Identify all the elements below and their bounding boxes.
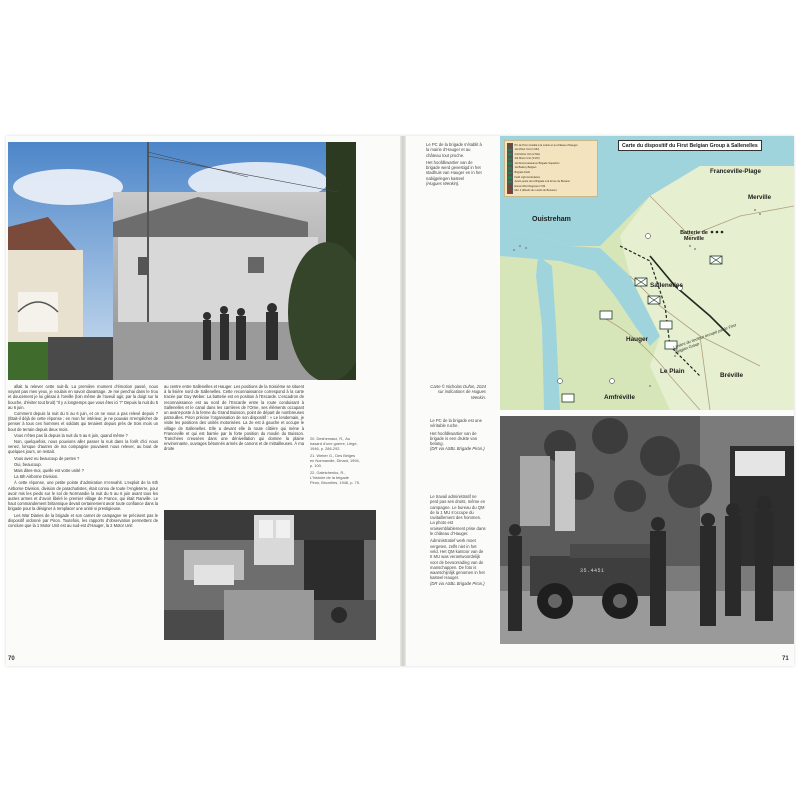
map-title: Carte du dispositif du First Belgian Group à Sallenelles [618, 140, 762, 151]
footnote: 22. Galetchenko, R., L’histoire de la brigade Piron, Bruxelles, 1946, p. 75. [310, 470, 360, 485]
label-batterie: Batterie de Merville [680, 230, 708, 243]
jeep-marking: 35.4451 [580, 568, 605, 574]
paragraph: allait la relever cette nuit-là. La première moment d’émotion passé, nous voyant pas mes yeux, je voulais en savoir davantage. Je me penchai dans le trou et doucement je lui glissai à l’oreille (loin même de l’aveuil agir, par la doigt sur la bouche, d’éviter tout bruit) “Il y a longtemps que vous êtes ici ?” Depuis la nuit du 5 au 6 juin. [8, 384, 158, 410]
caption-fr: Le PC de la brigade s’établit à la mairie d’Hauger et au château tout proche. [426, 142, 482, 158]
caption-map [430, 384, 486, 400]
page-number-right: 71 [782, 656, 789, 662]
legend-item [507, 189, 595, 194]
paragraph: La 6th Airborne Division. [14, 474, 59, 480]
legend-label: 1st Motor Unit (1 MU) [514, 148, 540, 152]
page-number-left: 70 [8, 656, 15, 662]
legend-label: Field Light Ambulance [514, 175, 541, 179]
caption-credit: (DR via ASBL Brigade Piron.) [430, 446, 485, 452]
label-ouistreham: Ouistreham [532, 216, 571, 223]
caption-hq [430, 418, 486, 452]
legend-label: Ennemi/fort Regiment 7/44 [514, 184, 546, 188]
footnotes [310, 436, 360, 485]
legend-label: 3rd Motor Unit (3 MU) [514, 157, 540, 161]
legend-label: 1st Reconnaissance Brigade Squadron [514, 161, 560, 165]
paragraph: au centre entre Sallenelles et Hauger. Les positions de la troisième se situent à la lisière nord de Sallenelles. Cette reconnaissance correspond à la carte tracée par Guy Weber. La batterie est en position à l’Escarde. L’escadron de reconnaissance est au nord de l’Escarde entre la route conduisant à Sallenelles et le canal dans les carrières de l’Orne, ses éléments occupant un avant-poste à la ferme du Grand Buisson, point de départ de nombreuses patrouilles. Piron précise l’organisation de son dispositif : « Le lendemain, je visite les positions des unités motorisées. La 2e est à gauche et occupe le village de Sallenelles. Elle a devant elle la route côtière qui mène à Franceville et qui est barrée par la forte position du moulin du Buisson. Tranchées creusées dans une dénivellation qui domine la plaine environnante, ouvrages bétonnés armés de canons et de mitrailleuses. À ma droite [164, 384, 304, 452]
label-leplain: Le Plain [660, 368, 685, 375]
hq-jeep-photo [500, 416, 794, 644]
footnote: 21. Weber G., Des Belges en Normandie, Dinant, 1994, p. 100. [310, 453, 360, 468]
caption-admin [430, 494, 486, 586]
paragraph: Comment depuis la nuit du 5 au 6 juin, et on ne vous a pas relevé depuis ? (Était-il déjà de cette réponse ; en mon for intérieur, je ne pouvais m’empêcher de penser à tous ces hommes et soldats qui tenaient depuis près de trois mois un bout de terrain depuis deux mois. [8, 411, 158, 432]
paragraph: Les War Diaries de la brigade et son carnet de campagne ne précisent pas le dispositif ordonné par Piron. Toutefois, les rapports d’observation permettent de conclure que la 1 Motor Unit est au sud-est d’Hauger, la 2 Motor Unit [8, 512, 158, 529]
legend-label: Mur 4 (Moulin du moulin du Buisson) [514, 189, 557, 193]
label-breville: Bréville [720, 372, 744, 379]
paragraph: Vous n’êtes pas là depuis la nuit du 5 au 6 juin, quand même ? [14, 432, 128, 438]
sallenelles-map [500, 136, 794, 410]
left-column-1 [8, 384, 158, 529]
page-gutter [400, 136, 406, 666]
map-legend [504, 140, 598, 197]
legend-swatch [507, 189, 513, 194]
caption-credit: (Hugues Wenkin). [426, 181, 460, 187]
legend-label: PC de Piron installé à la mairie et au château d’Hauger [514, 143, 578, 147]
label-sallenelles: Sallenelles [650, 282, 684, 289]
label-merville: Merville [748, 194, 772, 201]
paragraph: Oui, beaucoup. [14, 461, 42, 467]
map-credit: Carte © Nicholas Dufon, 2024 sur indications de Hugues Wenkin. [430, 384, 486, 400]
office-interior-photo [164, 510, 376, 640]
caption-nl: Het hoofdkwartier van de brigade werd gevestigd in het stadhuis van Hauger en in het nabijgelegen kasteel [426, 159, 482, 181]
footnote: 20. Deshemaux, R., Au hasard d’une guerre, Liège, 1946, p. 286-292. [310, 436, 358, 451]
legend-label: 2nd Motor Unit (2 MU) [514, 152, 541, 156]
village-street-photo [8, 142, 356, 380]
paragraph: Non, quelquefois, nous pouvions aller passer la nuit dans la forêt d’ici nous venez, lorsque d’autres de ma compagnie pouvaient nous relever, au bout de quelques jours, on restait. [8, 439, 158, 455]
label-amfreville: Amfréville [604, 394, 635, 401]
legend-label: Avant-poste de la Brigade à la ferme du Buisson [514, 180, 571, 184]
caption-credit: (DR via ASBL Brigade Piron.) [430, 580, 485, 586]
magazine-spread [6, 136, 794, 666]
caption-nl: Administratief werk moet vergeten, zelfs niet in het veld. Het QM kantoor van de II MU was verantwoordelijk voor de bevoorrading van de manschappen. De foto is waarschijnlijk genomen in het kasteel Hauger. [430, 538, 485, 581]
label-hauger: Hauger [626, 336, 649, 343]
caption-fr: Le PC de la brigade est une véritable ruche. [430, 418, 482, 429]
legend-label: 1st Battery Belgian [514, 166, 537, 170]
paragraph: Vous avez eu beaucoup de pertes ? [14, 455, 80, 461]
sector-label: Limites du secteur occupé par le First Belgian Group [672, 322, 737, 355]
caption-top [426, 142, 486, 186]
label-franceville: Franceville-Plage [710, 168, 761, 175]
paragraph: À cette réponse, une petite pointe d’admiration m’envahit. L’exploit de la 6th Airborne Division, division de parachutistes, était connu de toute l’Angleterre, pour avoir mis les pieds sur le sol de Normandie la nuit du 5 au 6 juin avant tous les autres armes et d’avoir libéré le premier village de France, qui était Ranville. Le haut commandement britannique devait certainement avoir toute confiance dans la brigade pour la désigner à remplacer une unité si prestigieuse. [8, 480, 158, 512]
left-column-2 [164, 384, 304, 453]
caption-nl: Het hoofdkwartier van de brigade is een drukte van belang. [430, 430, 478, 447]
caption-fr: Le travail administratif ne perd pas ses droits, même en campagne. Le bureau du QM de la 1 MU s’occupe du ravitaillement des hommes. La photo est vraisemblablement prise dans le château d’Hauger. [430, 494, 486, 537]
legend-label: Brigade Field [514, 171, 530, 175]
paragraph: Mais dites-moi, quelle est votre unité ? [14, 468, 84, 474]
